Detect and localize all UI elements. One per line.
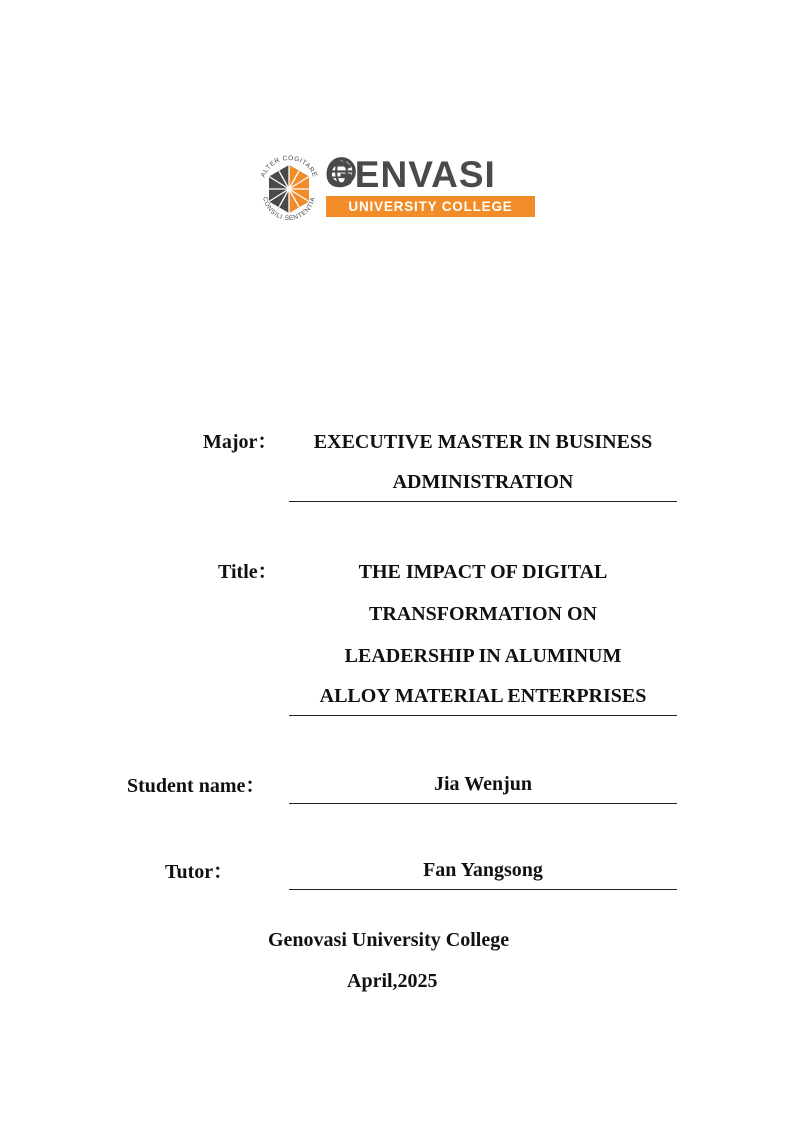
submission-date: April,2025 — [347, 970, 438, 992]
student-name-value — [289, 765, 677, 804]
title-line: ALLOY MATERIAL ENTERPRISES — [319, 685, 647, 707]
brand-name: GEN VASI — [325, 154, 496, 195]
title-value — [289, 551, 677, 716]
svg-text:ALTER COGITARE: ALTER COGITARE — [259, 154, 319, 179]
brand-subtitle: UNIVERSITY COLLEGE — [326, 196, 535, 217]
globe-icon — [326, 156, 357, 187]
university-logo — [255, 150, 555, 225]
tutor-value — [289, 851, 677, 890]
title-line: THE IMPACT OF DIGITAL — [358, 561, 608, 583]
major-line: ADMINISTRATION — [392, 471, 574, 493]
major-label: Major： — [203, 431, 278, 453]
institution-name: Genovasi University College — [268, 929, 510, 951]
title-line: LEADERSHIP IN ALUMINUM — [344, 645, 622, 667]
title-label: Title： — [218, 561, 278, 583]
title-line: TRANSFORMATION ON — [369, 603, 597, 625]
major-value — [289, 421, 677, 502]
student-name-label: Student name： — [127, 775, 266, 797]
university-seal-icon — [255, 150, 323, 225]
tutor-name-text: Fan Yangsong — [423, 859, 543, 881]
major-line: EXECUTIVE MASTER IN BUSINESS — [313, 431, 653, 453]
svg-text:CONSILI SENTENTIA: CONSILI SENTENTIA — [261, 196, 317, 223]
tutor-label: Tutor： — [165, 861, 234, 883]
student-name-text: Jia Wenjun — [434, 773, 532, 795]
